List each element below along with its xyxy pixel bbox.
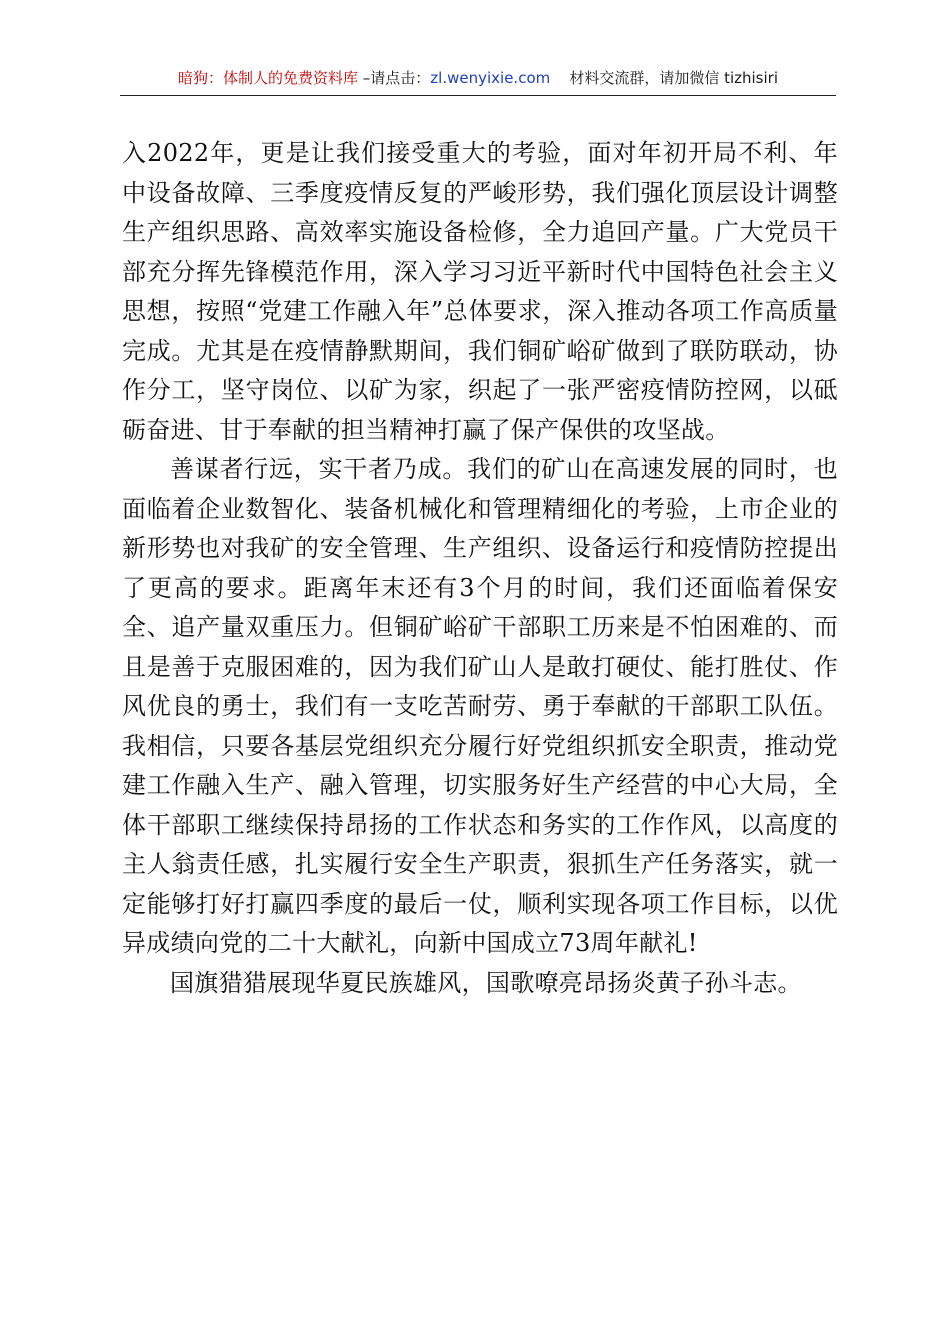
header-url-link[interactable]: zl.wenyixie.com (430, 69, 551, 87)
document-body (122, 134, 838, 1003)
header-site-name: 暗狗：体制人的免费资料库 (178, 69, 359, 87)
paragraph-2: 善谋者行远，实干者乃成。我们的矿山在高速发展的同时，也面临着企业数智化、装备机械化和管理精细化的考验，上市企业的新形势也对我矿的安全管理、生产组织、设备运行和疫情防控提出了更高的要求。距离年末还有3个月的时间，我们还面临着保安全、追产量双重压力。但铜矿峪矿干部职工历来是不怕困难的、而且是善于克服困难的，因为我们矿山人是敢打硬仗、能打胜仗、作风优良的勇士，我们有一支吃苦耐劳、勇于奉献的干部职工队伍。我相信，只要各基层党组织充分履行好党组织抓安全职责，推动党建工作融入生产、融入管理，切实服务好生产经营的中心大局，全体干部职工继续保持昂扬的工作状态和务实的工作作风，以高度的主人翁责任感，扎实履行安全生产职责，狠抓生产任务落实，就一定能够打好打赢四季度的最后一仗，顺利实现各项工作目标，以优异成绩向党的二十大献礼，向新中国成立73周年献礼! (122, 455, 838, 957)
page-header (120, 64, 836, 92)
header-divider (120, 95, 836, 96)
header-click-prompt: –请点击： (358, 69, 431, 87)
paragraph-1: 入2022年，更是让我们接受重大的考验，面对年初开局不利、年中设备故障、三季度疫情反复的严峻形势，我们强化顶层设计调整生产组织思路、高效率实施设备检修，全力追回产量。广大党员干部充分挥先锋模范作用，深入学习习近平新时代中国特色社会主义思想，按照“党建工作融入年”总体要求，深入推动各项工作高质量完成。尤其是在疫情静默期间，我们铜矿峪矿做到了联防联动，协作分工，坚守岗位、以矿为家，织起了一张严密疫情防控网，以砥砺奋进、甘于奉献的担当精神打赢了保产保供的攻坚战。 (122, 139, 838, 444)
header-contact: 材料交流群，请加微信 tizhisiri (569, 69, 778, 87)
paragraph-3: 国旗猎猎展现华夏民族雄风，国歌嘹亮昂扬炎黄子孙斗志。 (170, 968, 802, 997)
